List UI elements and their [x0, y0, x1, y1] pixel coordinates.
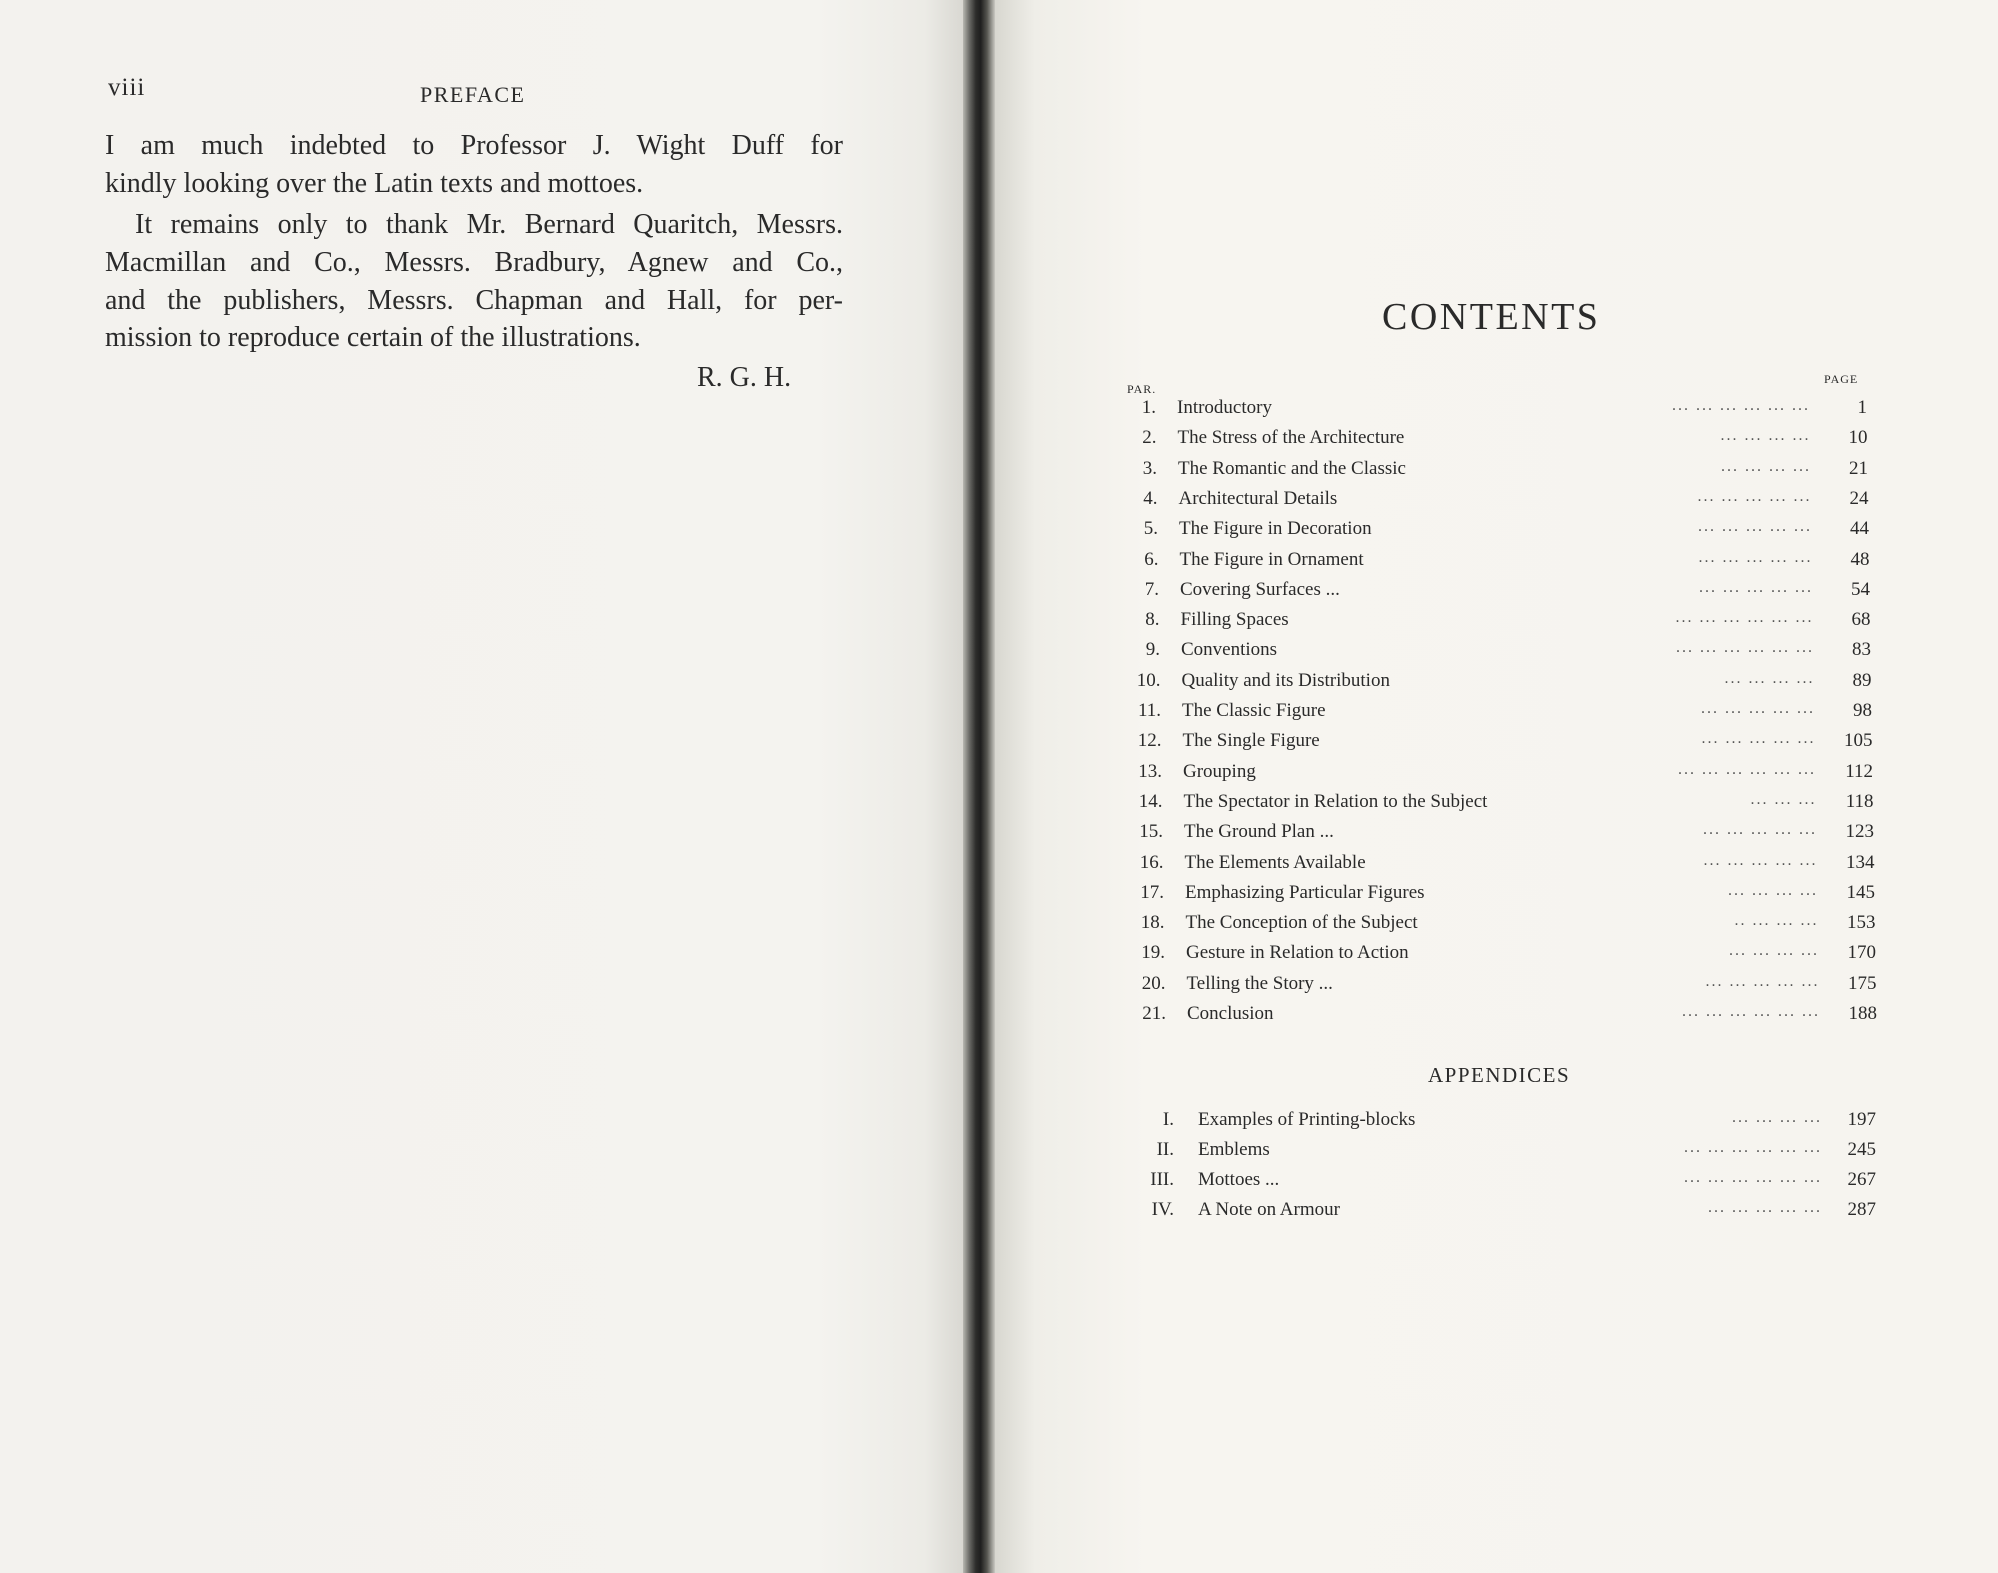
preface-line: Macmillan and Co., Messrs. Bradbury, Agnew and Co.,	[105, 247, 843, 278]
contents-entry	[0, 730, 1998, 760]
contents-entry	[0, 821, 1998, 851]
appendix-title: Emblems	[1198, 1139, 1270, 1160]
page-folio: viii	[108, 74, 146, 101]
leader-dots: ... ... ... ...	[1732, 1109, 1822, 1126]
leader-dots: ... ... ... ... ... ...	[1684, 1139, 1822, 1156]
contents-entry	[0, 639, 1998, 669]
entry-title: The Ground Plan ...	[1184, 821, 1334, 843]
leader-dots: ... ... ... ... ... ...	[1675, 609, 1814, 627]
entry-title: Filling Spaces	[1180, 609, 1289, 631]
contents-entry	[0, 427, 1998, 457]
appendix-page: 245	[1847, 1139, 1876, 1160]
entry-number: 19.	[1141, 942, 1165, 964]
contents-entry	[0, 518, 1998, 548]
leader-dots: ... ... ... ... ... ...	[1682, 1003, 1820, 1020]
leader-dots: ... ... ... ... ... ...	[1672, 397, 1810, 414]
preface-signature: R. G. H.	[697, 362, 792, 393]
entry-number: 14.	[1138, 790, 1163, 812]
contents-entry	[0, 670, 1998, 700]
leader-dots: ... ... ... ...	[1724, 669, 1815, 687]
leader-dots: ... ... ... ...	[1728, 881, 1818, 899]
leader-dots: ... ... ... ... ...	[1703, 821, 1817, 839]
contents-entry	[0, 488, 1998, 518]
leader-dots: ... ... ... ... ...	[1698, 548, 1813, 566]
entry-page: 68	[1851, 609, 1871, 631]
entry-page: 118	[1845, 790, 1874, 812]
column-heading-par: PAR.	[1127, 382, 1157, 396]
entry-number: 3.	[1142, 457, 1157, 479]
entry-number: 20.	[1141, 972, 1166, 994]
leader-dots: ... ... ... ...	[1729, 942, 1819, 960]
leader-dots: ... ... ... ... ...	[1701, 700, 1815, 717]
entry-title: The Figure in Decoration	[1179, 518, 1372, 540]
entry-number: 8.	[1145, 609, 1160, 631]
entry-title: Gesture in Relation to Action	[1186, 942, 1409, 964]
entry-title: Architectural Details	[1178, 487, 1338, 509]
entry-page: 98	[1853, 700, 1872, 721]
entry-number: 21.	[1142, 1003, 1166, 1024]
leader-dots: ... ... ... ... ... ...	[1678, 760, 1816, 778]
contents-title: CONTENTS	[1382, 296, 1601, 338]
appendix-page: 267	[1847, 1169, 1876, 1190]
entry-title: The Stress of the Architecture	[1177, 427, 1405, 449]
leader-dots: .. ... ... ...	[1734, 912, 1819, 930]
entry-number: 18.	[1140, 912, 1165, 934]
appendix-number: II.	[1156, 1139, 1174, 1160]
entry-page: 83	[1852, 639, 1871, 661]
entry-title: Quality and its Distribution	[1181, 669, 1390, 691]
leader-dots: ... ... ... ... ...	[1699, 578, 1813, 596]
entry-number: 6.	[1144, 548, 1159, 570]
entry-page: 89	[1852, 669, 1872, 691]
entry-title: Conventions	[1181, 639, 1278, 661]
contents-entry	[0, 458, 1998, 488]
appendix-title: Examples of Printing-blocks	[1198, 1109, 1416, 1130]
entry-number: 17.	[1140, 881, 1164, 903]
appendix-entry	[0, 1199, 1998, 1229]
appendix-number: I.	[1162, 1109, 1174, 1130]
entry-page: 105	[1844, 730, 1873, 752]
entry-number: 15.	[1139, 821, 1163, 843]
entry-title: The Classic Figure	[1182, 700, 1326, 721]
entry-page: 54	[1851, 578, 1870, 600]
appendix-number: III.	[1150, 1169, 1174, 1190]
entry-title: Grouping	[1183, 760, 1256, 782]
contents-entry	[0, 882, 1998, 912]
entry-title: Introductory	[1177, 397, 1272, 418]
leader-dots: ... ... ... ... ...	[1708, 1199, 1822, 1216]
appendices-heading: APPENDICES	[1428, 1063, 1571, 1087]
preface-line: It remains only to thank Mr. Bernard Quaritch, Messrs.	[135, 209, 843, 240]
entry-page: 24	[1849, 487, 1869, 509]
entry-title: The Figure in Ornament	[1179, 548, 1364, 570]
entry-number: 10.	[1136, 669, 1161, 691]
appendix-number: IV.	[1151, 1199, 1174, 1220]
contents-entry	[0, 761, 1998, 791]
leader-dots: ... ... ... ...	[1720, 427, 1811, 445]
leader-dots: ... ... ... ... ... ...	[1676, 639, 1814, 657]
contents-entry	[0, 579, 1998, 609]
entry-page: 48	[1850, 548, 1870, 570]
entry-title: The Romantic and the Classic	[1178, 457, 1406, 479]
entry-number: 1.	[1141, 397, 1156, 418]
leader-dots: ... ... ... ...	[1721, 457, 1811, 475]
preface-line: mission to reproduce certain of the illustrations.	[105, 322, 641, 353]
entry-page: 123	[1845, 821, 1874, 843]
entry-page: 145	[1846, 881, 1875, 903]
leader-dots: ... ... ... ... ...	[1698, 518, 1812, 536]
entry-number: 9.	[1145, 639, 1160, 661]
entry-title: The Conception of the Subject	[1185, 912, 1418, 934]
entry-page: 175	[1848, 972, 1877, 994]
contents-entry	[0, 609, 1998, 639]
contents-entry	[0, 1003, 1998, 1033]
appendix-page: 287	[1847, 1199, 1876, 1220]
contents-entry	[0, 912, 1998, 942]
running-head: PREFACE	[420, 82, 526, 107]
leader-dots: ... ... ... ... ...	[1697, 487, 1812, 505]
preface-line: kindly looking over the Latin texts and mottoes.	[105, 168, 644, 199]
entry-title: Telling the Story ...	[1186, 972, 1333, 994]
entry-title: Conclusion	[1187, 1003, 1274, 1024]
appendix-title: Mottoes ...	[1198, 1169, 1280, 1190]
contents-entry	[0, 397, 1998, 427]
preface-line: I am much indebted to Professor J. Wight Duff for	[105, 130, 843, 161]
entry-title: The Elements Available	[1184, 851, 1366, 873]
entry-title: Covering Surfaces ...	[1180, 578, 1340, 600]
entry-page: 1	[1857, 397, 1867, 418]
entry-page: 134	[1846, 851, 1875, 873]
entry-number: 7.	[1144, 578, 1159, 600]
entry-page: 10	[1848, 427, 1868, 449]
preface-line: and the publishers, Messrs. Chapman and Hall, for per-	[105, 285, 843, 316]
contents-entry	[0, 700, 1998, 730]
entry-title: The Single Figure	[1182, 730, 1320, 752]
leader-dots: ... ... ... ... ... ...	[1684, 1169, 1822, 1186]
entry-number: 12.	[1137, 730, 1162, 752]
contents-entry	[0, 973, 1998, 1003]
appendix-title: A Note on Armour	[1198, 1199, 1340, 1220]
contents-entry	[0, 549, 1998, 579]
entry-number: 4.	[1143, 487, 1158, 509]
contents-entry	[0, 852, 1998, 882]
entry-number: 5.	[1143, 518, 1158, 540]
column-heading-page: PAGE	[1824, 372, 1859, 386]
entry-page: 44	[1850, 518, 1869, 540]
contents-entry	[0, 942, 1998, 972]
leader-dots: ... ... ... ... ...	[1701, 730, 1816, 748]
entry-number: 13.	[1138, 760, 1162, 782]
leader-dots: ... ... ... ... ...	[1705, 972, 1820, 990]
entry-number: 2.	[1142, 427, 1157, 449]
entry-number: 16.	[1139, 851, 1164, 873]
appendix-page: 197	[1847, 1109, 1876, 1130]
leader-dots: ... ... ... ... ...	[1703, 851, 1818, 869]
appendix-entry	[0, 1139, 1998, 1169]
appendix-entry	[0, 1109, 1998, 1139]
entry-page: 153	[1847, 912, 1876, 934]
entry-page: 112	[1845, 760, 1873, 782]
appendix-entry	[0, 1169, 1998, 1199]
entry-page: 170	[1847, 942, 1876, 964]
entry-title: Emphasizing Particular Figures	[1185, 881, 1425, 903]
contents-entry	[0, 791, 1998, 821]
entry-page: 188	[1848, 1003, 1877, 1024]
leader-dots: ... ... ...	[1750, 790, 1817, 808]
entry-number: 11.	[1137, 700, 1161, 721]
entry-title: The Spectator in Relation to the Subject	[1183, 790, 1488, 812]
entry-page: 21	[1849, 457, 1868, 479]
